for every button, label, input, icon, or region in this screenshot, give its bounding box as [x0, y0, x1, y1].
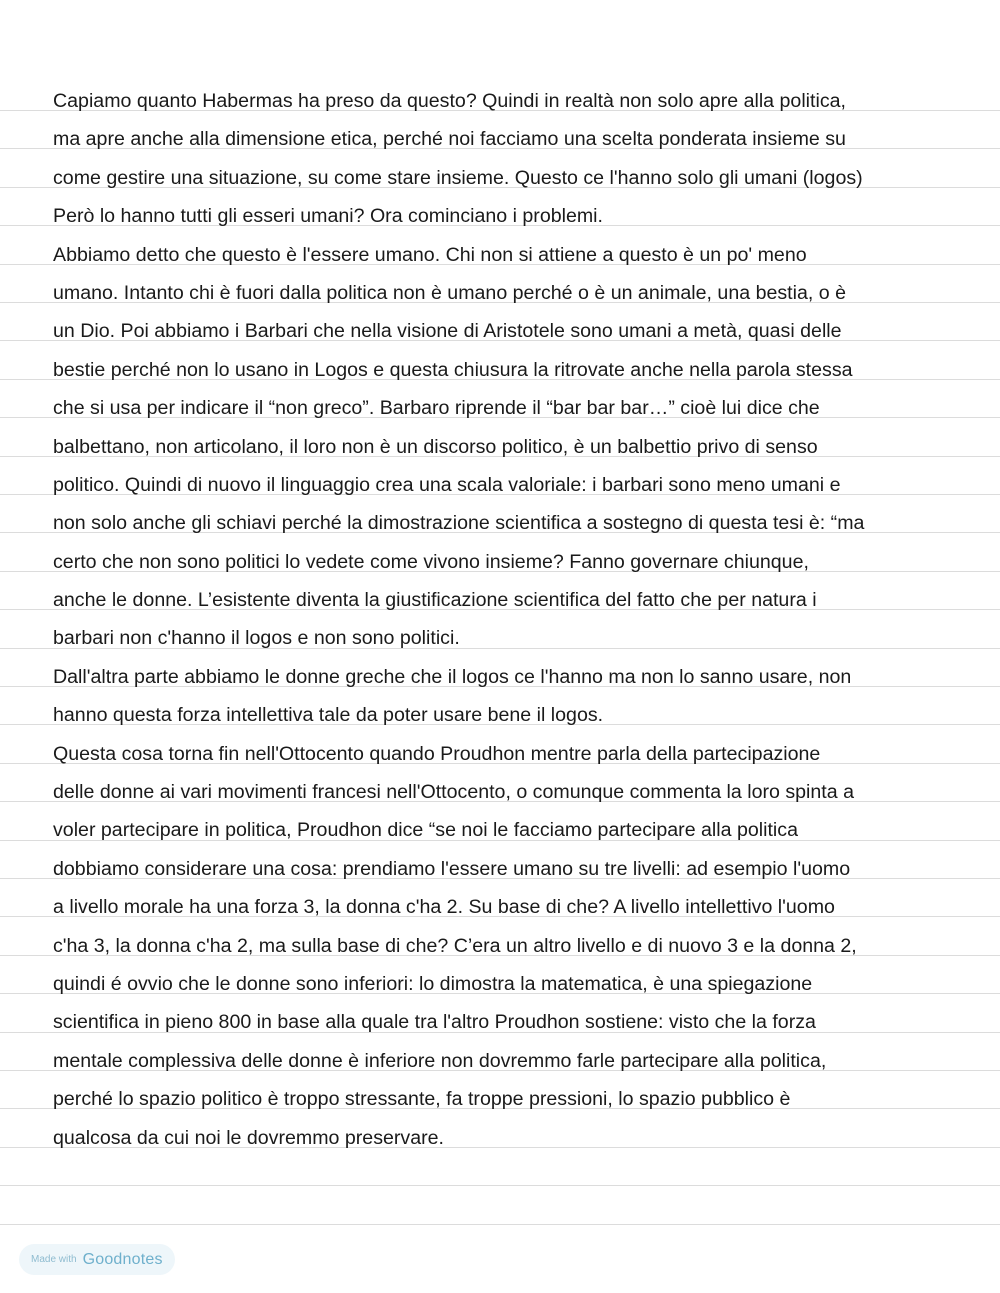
- note-line: balbettano, non articolano, il loro non è un discorso politico, è un balbettio privo di senso: [53, 435, 818, 458]
- goodnotes-watermark: [19, 1244, 175, 1275]
- handwritten-note-body: [53, 82, 983, 1157]
- note-line: bestie perché non lo usano in Logos e questa chiusura la ritrovate anche nella parola stessa: [53, 358, 853, 381]
- rule-line: [0, 1224, 1000, 1225]
- note-line: a livello morale ha una forza 3, la donna c'ha 2. Su base di che? A livello intellettivo l'uomo: [53, 896, 835, 919]
- note-line: Però lo hanno tutti gli esseri umani? Ora cominciano i problemi.: [53, 205, 603, 228]
- note-line: c'ha 3, la donna c'ha 2, ma sulla base di che? C’era un altro livello e di nuovo 3 e la donna 2,: [53, 934, 857, 957]
- note-line: umano. Intanto chi è fuori dalla politica non è umano perché o è un animale, una bestia, o è: [53, 281, 846, 304]
- note-line: Abbiamo detto che questo è l'essere umano. Chi non si attiene a questo è un po' meno: [53, 243, 807, 266]
- note-line: qualcosa da cui noi le dovremmo preservare.: [53, 1126, 444, 1149]
- note-line: che si usa per indicare il “non greco”. Barbaro riprende il “bar bar bar…” cioè lui dice che: [53, 397, 820, 420]
- note-line: perché lo spazio politico è troppo stressante, fa troppe pressioni, lo spazio pubblico è: [53, 1088, 791, 1111]
- note-line: anche le donne. L’esistente diventa la giustificazione scientifica del fatto che per natura i: [53, 589, 817, 612]
- note-line: certo che non sono politici lo vedete come vivono insieme? Fanno governare chiunque,: [53, 550, 809, 573]
- note-line: hanno questa forza intellettiva tale da poter usare bene il logos.: [53, 704, 604, 727]
- note-line: scientifica in pieno 800 in base alla quale tra l'altro Proudhon sostiene: visto che la forza: [53, 1011, 816, 1034]
- note-line: Capiamo quanto Habermas ha preso da questo? Quindi in realtà non solo apre alla politica,: [53, 90, 846, 112]
- note-line: Dall'altra parte abbiamo le donne greche che il logos ce l'hanno ma non lo sanno usare, non: [53, 665, 852, 688]
- note-line: barbari non c'hanno il logos e non sono politici.: [53, 627, 460, 650]
- watermark-brand: Goodnotes: [82, 1250, 163, 1268]
- note-line: dobbiamo considerare una cosa: prendiamo l'essere umano su tre livelli: ad esempio l'uomo: [53, 857, 851, 880]
- rule-line: [0, 1185, 1000, 1186]
- note-line: voler partecipare in politica, Proudhon dice “se noi le facciamo partecipare alla politica: [53, 819, 798, 842]
- note-line: delle donne ai vari movimenti francesi nell'Ottocento, o comunque commenta la loro spinta a: [53, 781, 854, 804]
- note-line: Questa cosa torna fin nell'Ottocento quando Proudhon mentre parla della partecipazione: [53, 742, 821, 765]
- note-line: quindi é ovvio che le donne sono inferiori: lo dimostra la matematica, è una spiegazione: [53, 972, 813, 995]
- note-line: come gestire una situazione, su come stare insieme. Questo ce l'hanno solo gli umani (logos): [53, 166, 863, 189]
- note-line: politico. Quindi di nuovo il linguaggio crea una scala valoriale: i barbari sono meno umani e: [53, 473, 841, 496]
- watermark-prefix: Made with: [31, 1254, 77, 1265]
- note-line: un Dio. Poi abbiamo i Barbari che nella visione di Aristotele sono umani a metà, quasi delle: [53, 320, 842, 343]
- note-line: ma apre anche alla dimensione etica, perché noi facciamo una scelta ponderata insieme su: [53, 128, 846, 151]
- note-line: non solo anche gli schiavi perché la dimostrazione scientifica a sostegno di questa tesi è: “ma: [53, 512, 865, 535]
- note-line: mentale complessiva delle donne è inferiore non dovremmo farle partecipare alla politica,: [53, 1049, 827, 1072]
